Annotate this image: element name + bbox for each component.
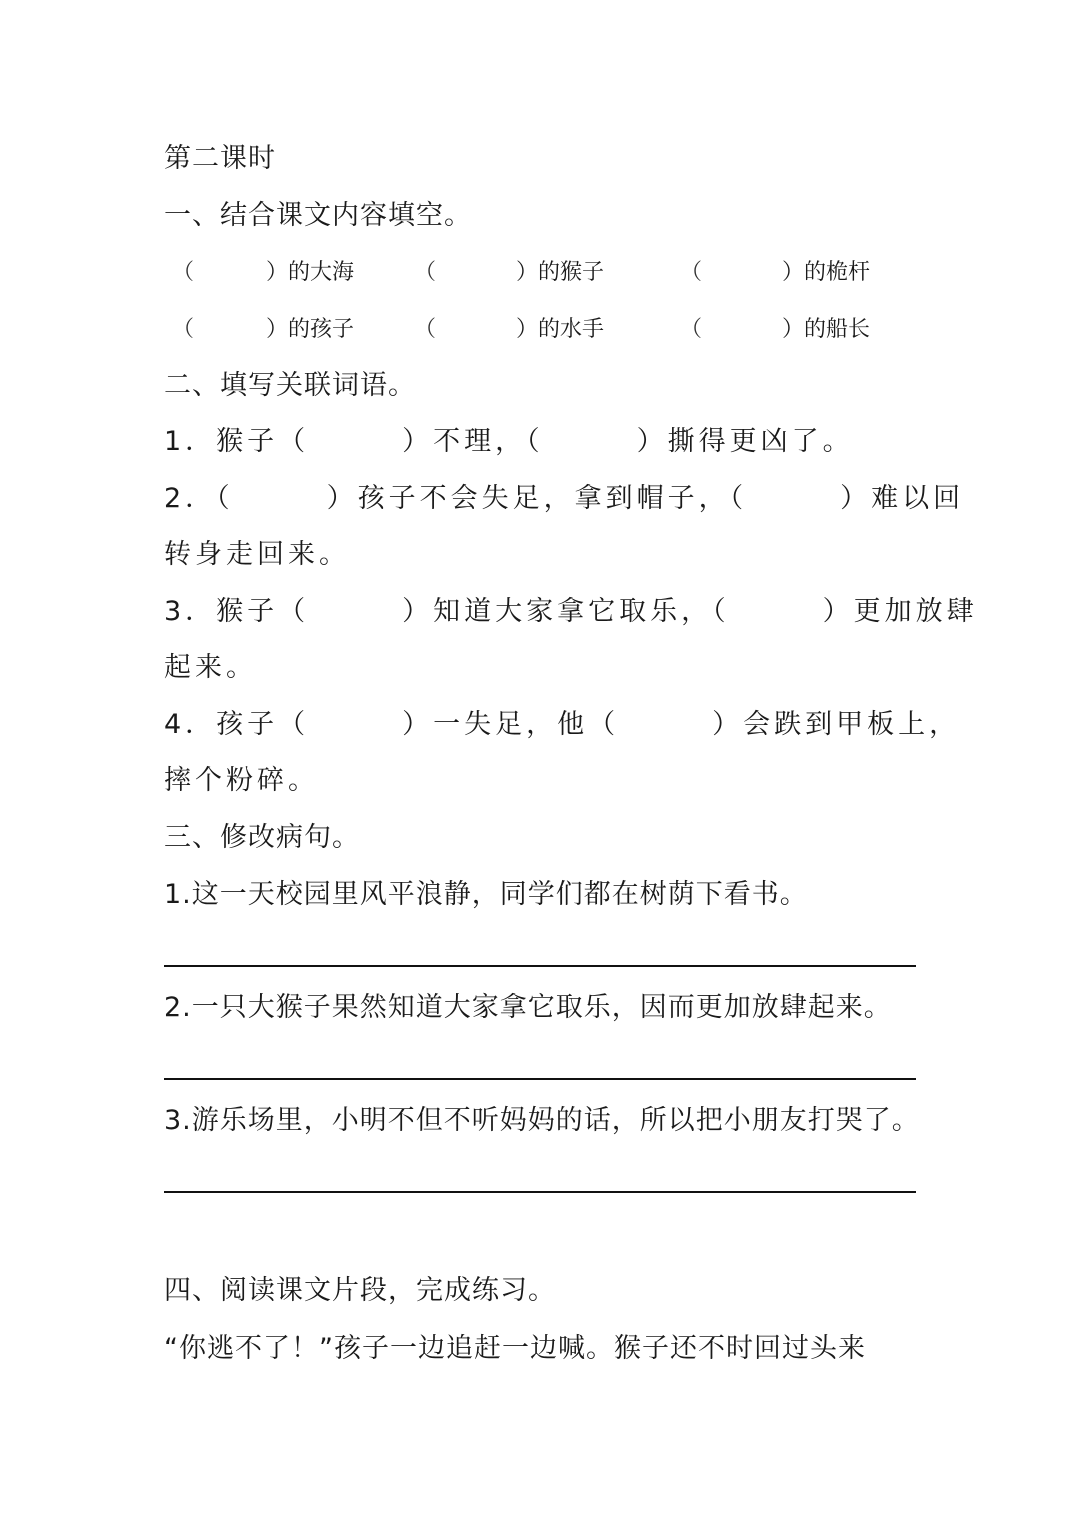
conjunction-line-4: 4．孩子（ ）一失足，他（ ）会跌到甲板上， bbox=[164, 709, 961, 740]
faulty-sentence-1: 1.这一天校园里风平浪静，同学们都在树荫下看书。 bbox=[164, 879, 808, 910]
fill-item: （ ）的桅杆 bbox=[680, 260, 871, 285]
conjunction-line-2-cont: 转身走回来。 bbox=[164, 539, 350, 570]
conjunction-line-1: 1．猴子（ ）不理，（ ）撕得更凶了。 bbox=[164, 426, 854, 457]
fill-item: （ ）的孩子 bbox=[172, 317, 355, 342]
fill-row-2 bbox=[164, 312, 916, 348]
reading-passage-line: “你逃不了！”孩子一边追赶一边喊。猴子还不时回过头来 bbox=[164, 1333, 866, 1364]
answer-line-1[interactable] bbox=[164, 965, 916, 967]
fill-item-suffix: ）的桅杆 bbox=[782, 260, 871, 285]
faulty-sentence-3: 3.游乐场里，小明不但不听妈妈的话，所以把小朋友打哭了。 bbox=[164, 1105, 920, 1136]
faulty-sentence-2: 2.一只大猴子果然知道大家拿它取乐，因而更加放肆起来。 bbox=[164, 992, 892, 1023]
conjunction-line-3-cont: 起来。 bbox=[164, 652, 257, 683]
conjunction-line-4-cont: 摔个粉碎。 bbox=[164, 765, 319, 796]
answer-line-3[interactable] bbox=[164, 1191, 916, 1193]
section2-heading: 二、填写关联词语。 bbox=[164, 370, 416, 401]
section4-heading: 四、阅读课文片段，完成练习。 bbox=[164, 1275, 556, 1306]
fill-item-suffix: ）的水手 bbox=[516, 317, 605, 342]
section1-heading: 一、结合课文内容填空。 bbox=[164, 200, 472, 231]
fill-item: （ ）的船长 bbox=[680, 317, 871, 342]
fill-item: （ ）的大海 bbox=[172, 260, 355, 285]
fill-item-suffix: ）的大海 bbox=[266, 260, 355, 285]
lesson-title: 第二课时 bbox=[164, 143, 276, 174]
section3-heading: 三、修改病句。 bbox=[164, 822, 360, 853]
fill-item-suffix: ）的猴子 bbox=[516, 260, 605, 285]
fill-row-1 bbox=[164, 255, 916, 291]
conjunction-line-3: 3．猴子（ ）知道大家拿它取乐，（ ）更加放肆 bbox=[164, 596, 978, 627]
fill-item-suffix: ）的孩子 bbox=[266, 317, 355, 342]
conjunction-line-2: 2．（ ）孩子不会失足，拿到帽子，（ ）难以回 bbox=[164, 483, 965, 514]
fill-item: （ ）的猴子 bbox=[414, 260, 605, 285]
fill-item: （ ）的水手 bbox=[414, 317, 605, 342]
answer-line-2[interactable] bbox=[164, 1078, 916, 1080]
fill-item-suffix: ）的船长 bbox=[782, 317, 871, 342]
